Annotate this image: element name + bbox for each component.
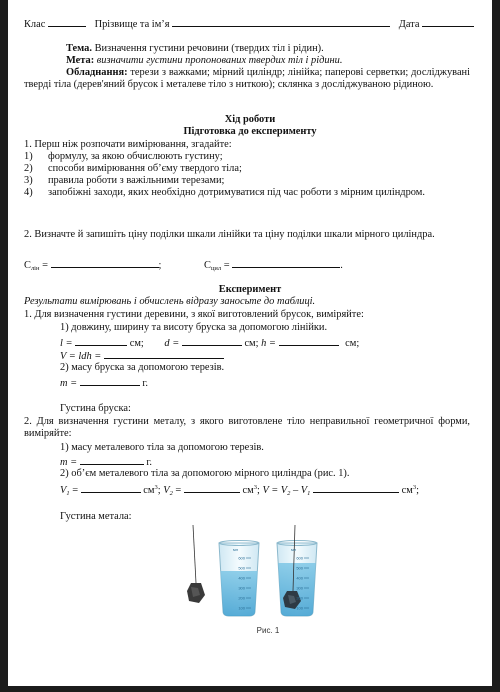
l-label: l = — [60, 338, 73, 349]
c-lin-line: $С_{лін}$ = ; — [24, 260, 162, 272]
item-number: 1) — [24, 151, 33, 162]
goal-line — [66, 55, 342, 67]
item-number: 4) — [24, 187, 33, 198]
question-1: 1. Перш ніж розпочати вимірювання, згадайте: — [24, 139, 232, 150]
topic-line — [66, 43, 324, 55]
item-text: правила роботи з важільними терезами; — [48, 175, 225, 186]
v1-unit: см — [143, 485, 155, 496]
part-2-text: 2. Для визначення густини металу, з якого виготовлене тіло неправильної геометричної форми, виміряйте: — [24, 416, 470, 439]
scale-tick-label: 600 — [296, 555, 303, 561]
name-label: Прізвище та ім’я — [94, 19, 170, 30]
wood-density-label: Густина бруска: — [60, 403, 131, 414]
date-label: Дата — [398, 19, 420, 30]
v2-unit: см — [242, 485, 254, 496]
c-cyl-blank[interactable] — [232, 258, 340, 268]
item-text: запобіжні заходи, яких необхідно дотримуватися під час роботи з мірним циліндром. — [48, 187, 425, 198]
recall-item — [24, 151, 223, 163]
v-diff-blank[interactable] — [313, 483, 399, 493]
metal-body-left — [187, 525, 205, 603]
wood-mass-line — [60, 376, 148, 390]
goal-label: Мета: — [66, 55, 95, 66]
experiment-note: Результати вимірювань і обчислень відразу заносьте до таблиці. — [24, 296, 316, 307]
scale-tick-label: 500 — [238, 565, 245, 571]
recall-item — [24, 187, 470, 199]
scale-tick-label: 400 — [296, 575, 303, 581]
c-lin-label: С — [24, 260, 31, 271]
v2-label: V — [163, 485, 170, 496]
m-label: m = — [60, 378, 78, 389]
scale-tick-label: 200 — [296, 595, 303, 601]
metal-m-label: m = — [60, 457, 78, 468]
goal-text: визначити густини пропонованих твердих тіл і рідини. — [96, 55, 343, 66]
part-1a-text: 1) довжину, ширину та висоту бруска за допомогою лінійки. — [60, 322, 328, 333]
h-blank[interactable] — [279, 336, 339, 346]
metal-density-label: Густина метала: — [60, 511, 132, 522]
recall-item — [24, 175, 224, 187]
preparation-subtitle: Підготовка до експерименту — [183, 126, 317, 137]
name-blank[interactable] — [172, 17, 390, 27]
header-line — [24, 17, 474, 31]
dimensions-line — [60, 336, 359, 350]
experiment-title: Експеримент — [218, 284, 282, 295]
worksheet-page — [8, 0, 492, 686]
topic-text: Визначення густини речовини (твердих тіл і рідин). — [94, 43, 324, 54]
v-diff-formula: V = V — [262, 485, 288, 496]
item-text: способи вимірювання об’єму твердого тіла; — [48, 163, 242, 174]
c-lin-sub: лін — [30, 265, 40, 272]
scale-tick-label: 100 — [238, 605, 245, 611]
metal-mass-blank[interactable] — [80, 455, 144, 465]
d-label: d = — [164, 338, 180, 349]
measuring-cylinders-figure — [183, 525, 353, 645]
l-unit: см; — [129, 338, 144, 349]
volume-line — [60, 349, 224, 363]
metal-mass-line — [60, 455, 152, 469]
part-1-text: 1. Для визначення густини деревини, з якої виготовлений брусок, виміряйте: — [24, 309, 364, 320]
part-1b-text: 2) масу бруска за допомогою терезів. — [60, 362, 225, 373]
m-unit: г. — [142, 378, 149, 389]
item-number: 3) — [24, 175, 33, 186]
v-diff-unit: см — [401, 485, 413, 496]
scale-tick-label: 200 — [238, 595, 245, 601]
scale-unit-right: мл — [291, 547, 297, 552]
v-diff-minus: – V — [293, 485, 308, 496]
item-number: 2) — [24, 163, 33, 174]
class-blank[interactable] — [48, 17, 86, 27]
v1-label: V — [60, 485, 67, 496]
scale-tick-label: 600 — [238, 555, 245, 561]
figure-caption: Рис. 1 — [256, 626, 280, 635]
c-cyl-label: С — [204, 260, 211, 271]
part-2a-text: 1) масу металевого тіла за допомогою терезів. — [60, 442, 264, 453]
scale-tick-label: 300 — [238, 585, 245, 591]
h-label: h = — [261, 338, 276, 349]
scale-tick-label: 500 — [296, 565, 303, 571]
metal-volume-line: $V_1 = см^3$; $V_2 = см^3$; $V = V_2 - V_1$ $см^3$; — [60, 484, 419, 497]
d-blank[interactable] — [182, 336, 242, 346]
scale-unit-left: мл — [233, 547, 239, 552]
wood-mass-blank[interactable] — [80, 376, 140, 386]
v2-blank[interactable] — [184, 483, 240, 493]
equipment-paragraph — [24, 67, 470, 91]
date-blank[interactable] — [422, 17, 474, 27]
c-lin-blank[interactable] — [51, 258, 159, 268]
c-cyl-line: $С_{цил}$ = . — [204, 260, 343, 272]
scale-tick-label: 300 — [296, 585, 303, 591]
metal-m-unit: г. — [146, 457, 153, 468]
h-unit: см; — [345, 338, 360, 349]
topic-label: Тема. — [66, 43, 92, 54]
l-blank[interactable] — [75, 336, 127, 346]
question-2: 2. Визначте й запишіть ціну поділки шкали лінійки та ціну поділки шкали мірного циліндра. — [24, 229, 435, 240]
equipment-text: терези з важками; мірний циліндр; лінійка; паперові серветки; досліджувані тверді тіла (дерев'яний брусок і металеве тіло з ниткою); склянка з досліджуваною рідиною. — [24, 67, 470, 90]
v-blank[interactable] — [104, 349, 224, 359]
part-2b-text: 2) об’єм металевого тіла за допомогою мірного циліндра (рис. 1). — [60, 468, 350, 479]
recall-item — [24, 163, 242, 175]
scale-tick-label: 100 — [296, 605, 303, 611]
item-text: формулу, за якою обчислюють густину; — [48, 151, 223, 162]
procedure-title: Хід роботи — [224, 114, 276, 125]
c-cyl-sub: цил — [210, 265, 222, 272]
class-label: Клас — [24, 19, 46, 30]
v1-blank[interactable] — [81, 483, 141, 493]
scale-tick-label: 400 — [238, 575, 245, 581]
v-formula-label: V = ldh = — [60, 351, 102, 362]
d-unit: см; — [244, 338, 259, 349]
equipment-label: Обладнання: — [66, 67, 128, 78]
